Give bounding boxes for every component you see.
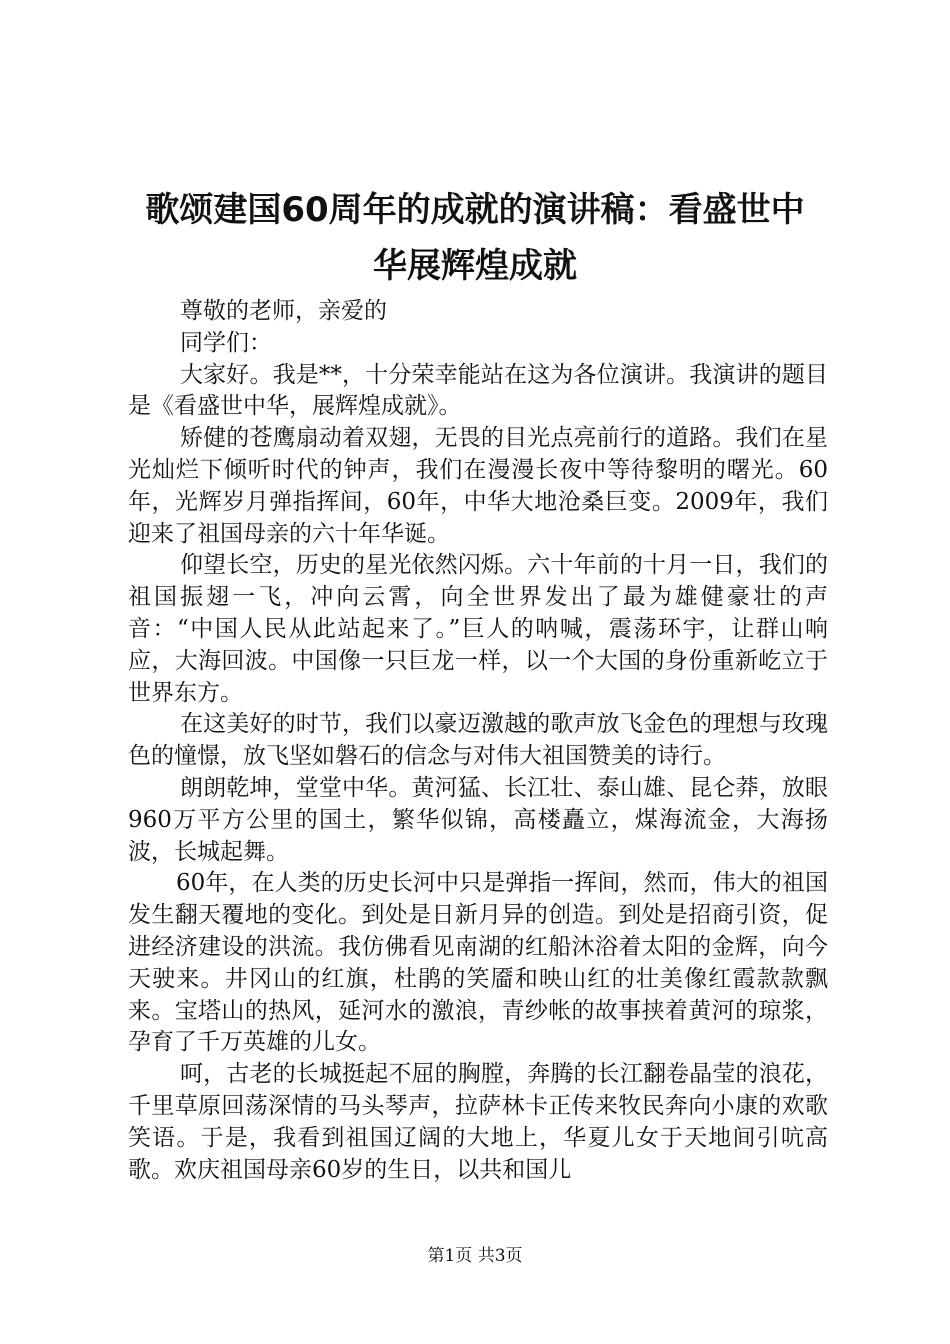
- paragraph-greeting: 大家好。我是**，十分荣幸能站在这为各位演讲。我演讲的题目是《看盛世中华，展辉煌成就》。: [128, 361, 828, 420]
- paragraph-sky: 仰望长空，历史的星光依然闪烁。六十年前的十月一日，我们的祖国振翅一飞，冲向云霄，向全世界发出了最为雄健豪壮的声音：“中国人民从此站起来了。”巨人的呐喊，震荡环宇，让群山响应，大海回波。中国像一只巨龙一样，以一个大国的身份重新屹立于世界东方。: [128, 552, 828, 706]
- paragraph-sixty-years: 60年，在人类的历史长河中只是弹指一挥间，然而，伟大的祖国发生翻天覆地的变化。到处是日新月异的创造。到处是招商引资，促进经济建设的洪流。我仿佛看见南湖的红船沐浴着太阳的金辉，向今天驶来。井冈山的红旗，杜鹃的笑靥和映山红的壮美像红霞款款飘来。宝塔山的热风，延河水的激浪，青纱帐的故事挟着黄河的琼浆，孕育了千万英雄的儿女。: [128, 870, 828, 1056]
- document-title-line-2: 华展辉煌成就: [373, 246, 577, 286]
- salutation-line-1: 尊敬的老师，亲爱的: [180, 298, 387, 324]
- page-footer: 第1页 共3页: [427, 1246, 523, 1266]
- document-title-line-1: 歌颂建国60周年的成就的演讲稿：看盛世中: [145, 190, 805, 230]
- salutation-line-2: 同学们：: [180, 329, 272, 356]
- paragraph-china: 朗朗乾坤，堂堂中华。黄河猛、长江壮、泰山雄、昆仑莽，放眼960万平方公里的国土，繁华似锦，高楼矗立，煤海流金，大海扬波，长城起舞。: [128, 774, 828, 865]
- paragraph-great-wall: 呵，古老的长城挺起不屈的胸膛，奔腾的长江翻卷晶莹的浪花，千里草原回荡深情的马头琴声，拉萨林卡正传来牧民奔向小康的欢歌笑语。于是，我看到祖国辽阔的大地上，华夏儿女于天地间引吭高歌。欢庆祖国母亲60岁的生日，以共和国儿: [128, 1061, 828, 1183]
- document-body: [128, 296, 828, 1186]
- paragraph-eagle: 矫健的苍鹰扇动着双翅，无畏的目光点亮前行的道路。我们在星光灿烂下倾听时代的钟声，我们在漫漫长夜中等待黎明的曙光。60年，光辉岁月弹指挥间，60年，中华大地沧桑巨变。2009年，我们迎来了祖国母亲的六十年华诞。: [128, 425, 828, 547]
- paragraph-season: 在这美好的时节，我们以豪迈激越的歌声放飞金色的理想与玫瑰色的憧憬，放飞坚如磐石的信念与对伟大祖国赞美的诗行。: [128, 711, 828, 770]
